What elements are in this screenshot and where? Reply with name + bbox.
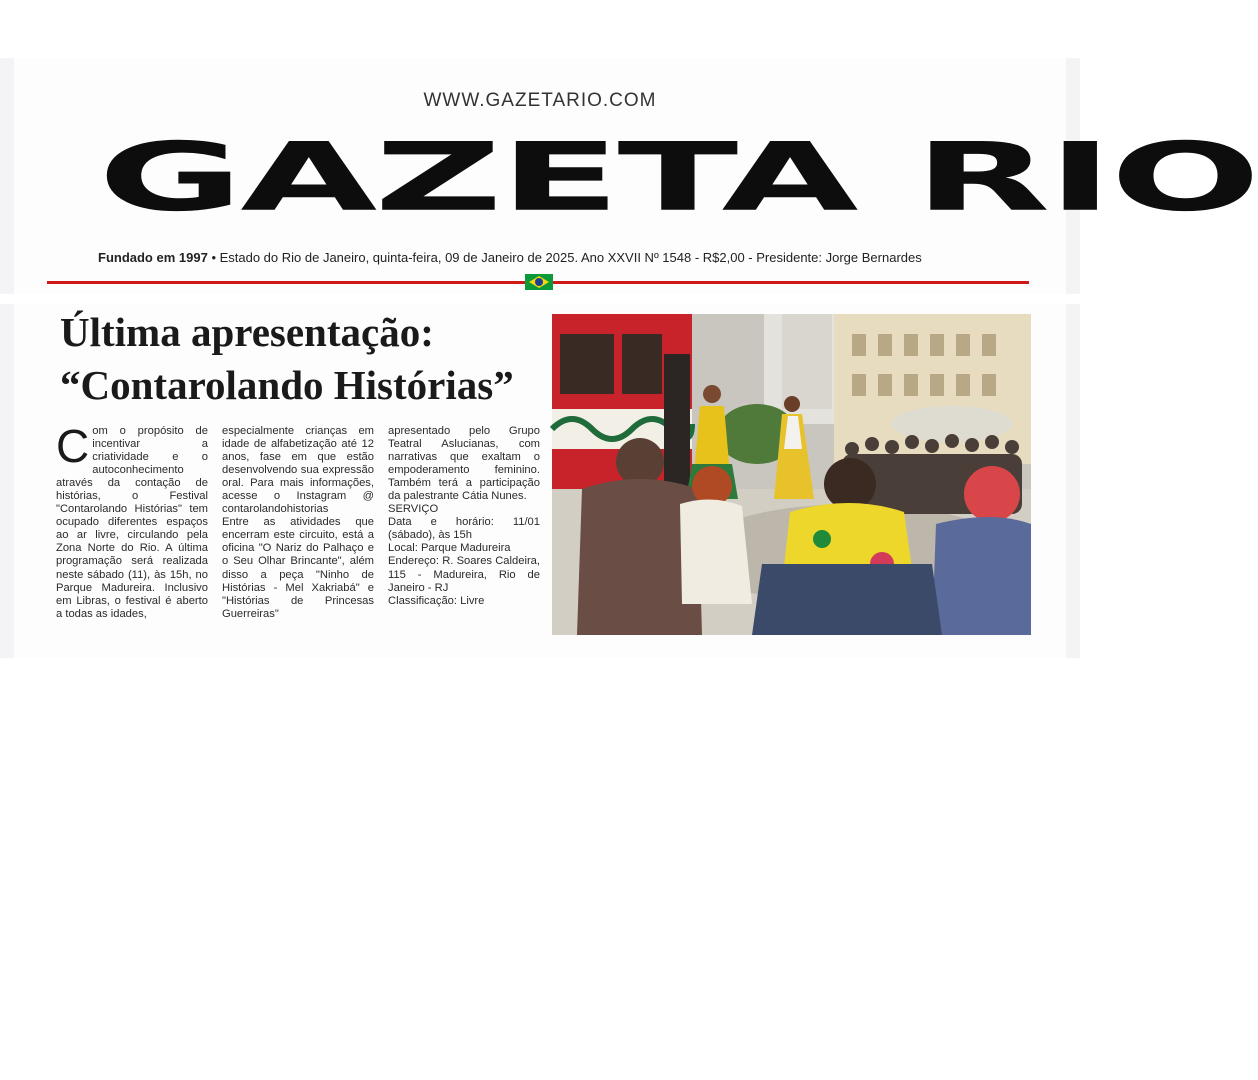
column-2-paragraph-2: Entre as atividades que encerram este circuito, está a oficina "O Nariz do Palhaço e o Seu Olhar Brincante", além disso a peça "Ninho de Histórias - Mel Xakriabá" e "Histórias de Princesas Guerreiras" xyxy=(222,516,374,620)
service-classification: Classificação: Livre xyxy=(388,594,485,607)
column-1-text: om o propósito de incentivar a criatividade e o autoconhecimento através da contação de histórias, o Festival "Contarolando Histórias" tem ocupado diferentes espaços ao ar livre, circulando pela Zona Norte do Rio. A última programação será realizada neste sábado (11), às 15h, no Parque Madureira. Inclusivo em Libras, o festival é aberto a todas as idades, xyxy=(56,425,208,620)
column-3-paragraph-1: apresentado pelo Grupo Teatral Aslucianas, com narrativas que exaltam o empoderamento feminino. Também terá a participação da palestrante Cátia Nunes. xyxy=(388,425,540,503)
site-url: WWW.GAZETARIO.COM xyxy=(423,90,657,111)
founded-label: Fundado em 1997 xyxy=(98,250,208,265)
column-2-paragraph-1: especialmente crianças em idade de alfabetização até 12 anos, fase em que estão desenvolvendo sua expressão oral. Para mais informações, acesse o Instagram @ contarolandohistorias xyxy=(222,425,374,516)
article-column-1 xyxy=(56,420,208,621)
service-date: Data e horário: 11/01 (sábado), às 15h xyxy=(388,516,540,542)
drop-cap: C xyxy=(56,420,90,472)
article-column-2 xyxy=(222,425,374,621)
newspaper-title xyxy=(98,118,1258,236)
dateline xyxy=(98,250,988,265)
article-headline xyxy=(60,306,540,412)
article-photo xyxy=(552,314,1031,635)
service-address: Endereço: R. Soares Caldeira, 115 - Madureira, Rio de Janeiro - RJ xyxy=(388,555,540,594)
dateline-text: • Estado do Rio de Janeiro, quinta-feira, 09 de Janeiro de 2025. Ano XXVII Nº 1548 - R$2,00 - Presidente: Jorge Bernardes xyxy=(211,250,922,265)
headline-line-1: Última apresentação: xyxy=(60,309,434,355)
newspaper-title-text: GAZETA RIO xyxy=(98,121,1258,233)
headline-line-2: “Contarolando Histórias” xyxy=(60,362,514,408)
article-column-3 xyxy=(388,425,540,608)
service-local: Local: Parque Madureira xyxy=(388,542,511,555)
street-performance-photo xyxy=(552,314,1031,635)
brazil-flag-icon xyxy=(525,274,553,290)
service-title: SERVIÇO xyxy=(388,503,439,516)
